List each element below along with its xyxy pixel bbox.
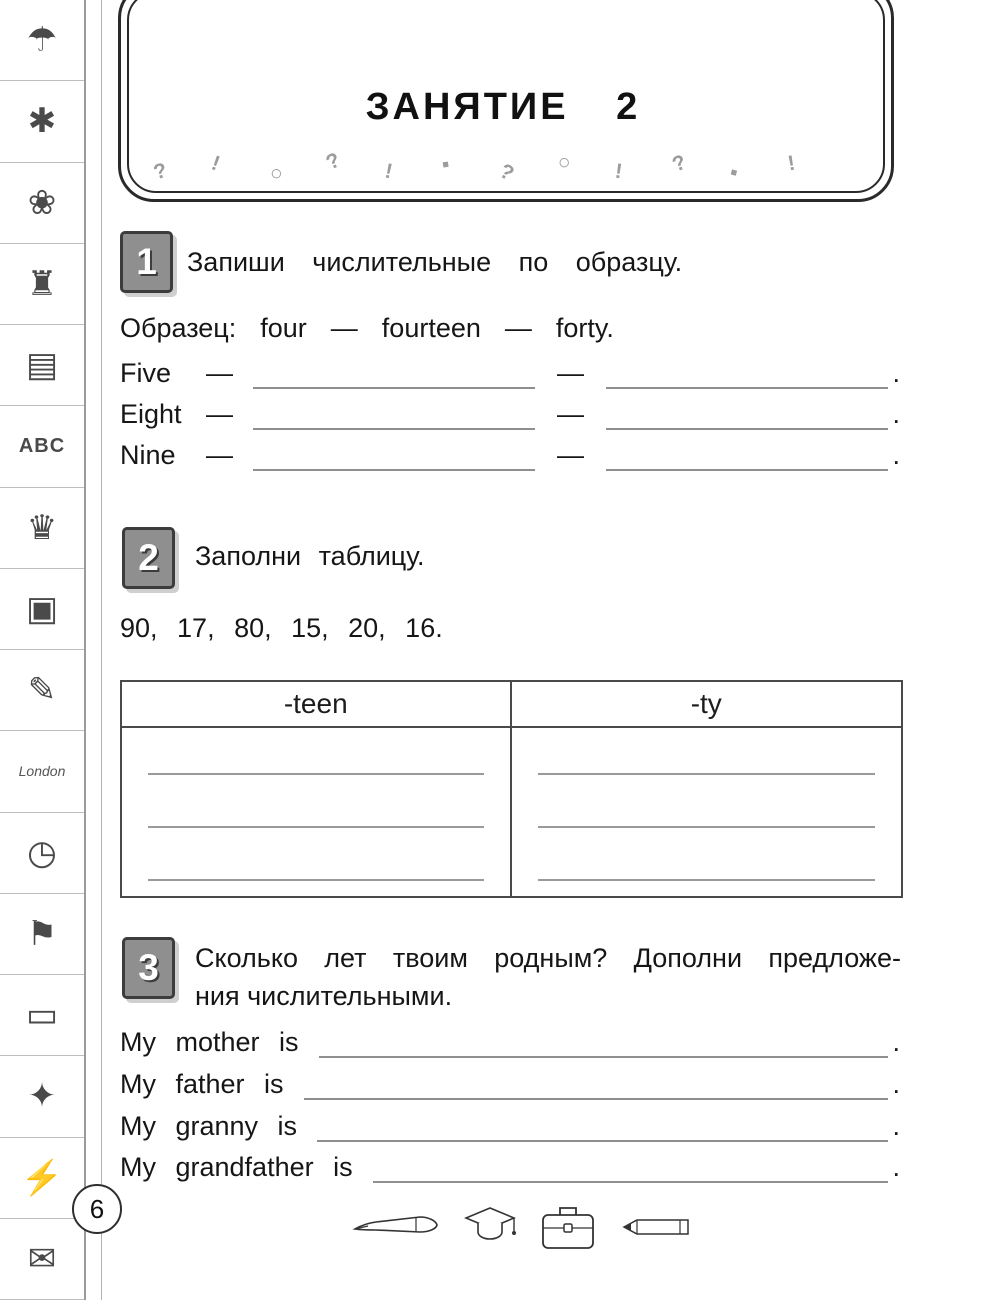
flower-icon: ❀ (0, 163, 84, 244)
confetti-glyph: ▪ (440, 152, 452, 177)
confetti-glyph: ○ (268, 161, 284, 186)
sentence-grandfather (120, 1153, 900, 1183)
dash: — (557, 358, 584, 388)
dash: — (206, 399, 233, 429)
writing-line[interactable] (538, 773, 876, 775)
paint-splat-icon: ✱ (0, 81, 84, 162)
trophy-icon: ♛ (0, 488, 84, 569)
sentence-text: My granny is (120, 1111, 298, 1141)
margin-rule-line (101, 0, 102, 1300)
example-label: Образец: (120, 313, 237, 343)
table-cell-ty[interactable] (512, 728, 902, 896)
example-dash: — (330, 313, 358, 343)
table-cell-teen[interactable] (122, 728, 512, 896)
exercise-2-numbers: 90, 17, 80, 15, 20, 16. (120, 613, 443, 643)
london-script-icon: London (0, 731, 84, 812)
mailbox-icon: ✉ (0, 1219, 84, 1300)
confetti-glyph: ! (613, 159, 624, 184)
numeral-word: Eight (120, 399, 182, 429)
exercise-3-badge: 3 (122, 937, 175, 999)
page-title: ЗАНЯТИЕ 2 (365, 86, 641, 128)
table-header-ty: -ty (512, 682, 902, 728)
doodle-margin (0, 0, 86, 1300)
alarm-clock-icon: ◷ (0, 813, 84, 894)
period: . (892, 1027, 900, 1057)
numeral-word: Five (120, 358, 172, 388)
period: . (892, 1069, 900, 1099)
exercise-3-instruction-line1: Сколько лет твоим родным? Дополни предложе- (195, 943, 901, 973)
big-ben-icon: ♜ (0, 244, 84, 325)
sentence-text: My mother is (120, 1027, 299, 1057)
writing-line[interactable] (148, 879, 484, 881)
confetti-glyph: ? (495, 159, 518, 186)
writing-line[interactable] (538, 826, 876, 828)
confetti-glyph: ! (785, 151, 797, 176)
sentence-father (120, 1070, 900, 1100)
example-word: fourteen (381, 313, 481, 343)
exercise-3-instruction (195, 939, 901, 1015)
pencil-icon (620, 1217, 692, 1237)
exercise-2-instruction: Заполни таблицу. (195, 541, 425, 571)
numeral-row-eight (120, 400, 900, 430)
pencil-icon: ✎ (0, 650, 84, 731)
confetti-glyph: ○ (554, 149, 574, 176)
writing-line[interactable] (148, 773, 484, 775)
exercise-1-example (120, 313, 614, 344)
writing-line[interactable] (606, 462, 888, 471)
exercise-2-badge: 2 (122, 527, 175, 589)
backpack-icon: ▣ (0, 569, 84, 650)
confetti-glyph: ! (208, 151, 223, 176)
period: . (892, 440, 900, 470)
writing-line[interactable] (317, 1133, 888, 1142)
sentence-mother (120, 1028, 900, 1058)
example-word: forty. (555, 313, 614, 343)
sentence-text: My father is (120, 1069, 284, 1099)
exercise-1-badge: 1 (120, 231, 173, 293)
umbrella-icon: ☂ (0, 0, 84, 81)
confetti-glyph: ! (382, 159, 395, 184)
dash: — (206, 358, 233, 388)
numeral-row-nine (120, 441, 900, 471)
example-word: four (260, 313, 307, 343)
dash: — (557, 440, 584, 470)
confetti-glyph: ? (668, 150, 690, 177)
writing-line[interactable] (606, 380, 888, 389)
uk-flag-icon: ⚑ (0, 894, 84, 975)
fountain-pen-icon (352, 1214, 440, 1240)
table-header-teen: -teen (122, 682, 512, 728)
writing-line[interactable] (373, 1174, 889, 1183)
exercise-3-instruction-line2: ния числительными. (195, 981, 453, 1011)
period: . (892, 399, 900, 429)
suffix-table (120, 680, 903, 898)
numeral-word: Nine (120, 440, 176, 470)
period: . (892, 358, 900, 388)
writing-line[interactable] (304, 1091, 889, 1100)
writing-line[interactable] (253, 421, 535, 430)
writing-line[interactable] (148, 826, 484, 828)
numeral-row-five (120, 359, 900, 389)
writing-line[interactable] (538, 879, 876, 881)
sentence-granny (120, 1112, 900, 1142)
exercise-1-instruction: Запиши числительные по образцу. (187, 247, 683, 277)
confetti-glyph: ▪ (727, 160, 741, 185)
page-number: 6 (72, 1184, 122, 1234)
lightbulb-icon: ⚡ (0, 1138, 84, 1219)
period: . (892, 1111, 900, 1141)
briefcase-icon (540, 1201, 596, 1253)
writing-line[interactable] (253, 380, 535, 389)
dash: — (557, 399, 584, 429)
confetti-decor (140, 148, 860, 190)
sentence-text: My grandfather is (120, 1152, 353, 1182)
footer-doodles (352, 1196, 652, 1258)
writing-line[interactable] (319, 1049, 889, 1058)
example-dash: — (504, 313, 532, 343)
abc-letters-icon: ABC (0, 406, 84, 487)
writing-line[interactable] (253, 462, 535, 471)
pushpin-icon: ✦ (0, 1056, 84, 1137)
period: . (892, 1152, 900, 1182)
books-icon: ▤ (0, 325, 84, 406)
dash: — (206, 440, 233, 470)
writing-line[interactable] (606, 421, 888, 430)
tablet-icon: ▭ (0, 975, 84, 1056)
confetti-glyph: ? (151, 158, 170, 185)
graduation-cap-icon (464, 1205, 516, 1249)
confetti-glyph: ? (322, 148, 345, 175)
